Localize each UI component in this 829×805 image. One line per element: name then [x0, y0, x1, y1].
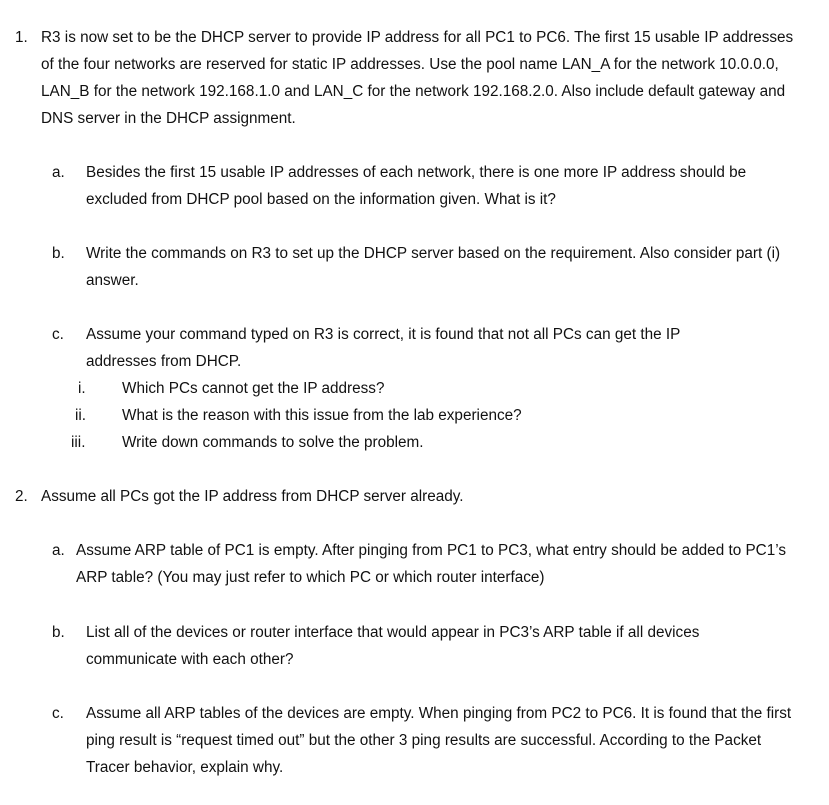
question-1c-label: c. [52, 326, 64, 343]
question-1c-ii-text: What is the reason with this issue from the lab experience? [122, 407, 522, 424]
question-1b-label: b. [52, 245, 65, 262]
question-1a-text: Besides the first 15 usable IP addresses of each network, there is one more IP address should be excluded from DHCP pool based on the information given. What is it? [86, 164, 747, 208]
question-2b-label: b. [52, 624, 65, 641]
question-1c-iii-text: Write down commands to solve the problem. [122, 434, 424, 451]
question-2c-label: c. [52, 705, 64, 722]
question-1c-ii-label: ii. [75, 407, 87, 424]
question-1c-i-label: i. [78, 380, 86, 397]
question-1-number: 1. [15, 29, 28, 46]
question-2a-text: Assume ARP table of PC1 is empty. After pinging from PC1 to PC3, what entry should be added to PC1’s ARP table? (You may just refer to which PC or which router interface) [76, 542, 786, 586]
question-1c-text: Assume your command typed on R3 is correct, it is found that not all PCs can get the IP addresses from DHCP. [86, 326, 681, 370]
question-2a-label: a. [52, 542, 65, 559]
question-2c-text: Assume all ARP tables of the devices are empty. When pinging from PC2 to PC6. It is found that the first ping result is “request timed out” but the other 3 ping results are successful. According to the Packet Tracer behavior, explain why. [86, 705, 792, 776]
question-1-text: R3 is now set to be the DHCP server to provide IP address for all PC1 to PC6. The first 15 usable IP addresses of the four networks are reserved for static IP addresses. Use the pool name LAN_A for the network 10.0.0.0, LAN_B for the network 192.168.1.0 and LAN_C for the network 192.168.2.0. Also include default gateway and DNS server in the DHCP assignment. [41, 29, 794, 127]
question-1b-text: Write the commands on R3 to set up the DHCP server based on the requirement. Also consider part (i) answer. [86, 245, 781, 289]
question-2-number: 2. [15, 488, 28, 505]
question-2b-text: List all of the devices or router interface that would appear in PC3’s ARP table if all devices communicate with each other? [86, 624, 700, 668]
question-2-text: Assume all PCs got the IP address from DHCP server already. [41, 488, 464, 505]
question-1a-label: a. [52, 164, 65, 181]
question-1c-iii-label: iii. [71, 434, 86, 451]
question-1c-i-text: Which PCs cannot get the IP address? [122, 380, 385, 397]
